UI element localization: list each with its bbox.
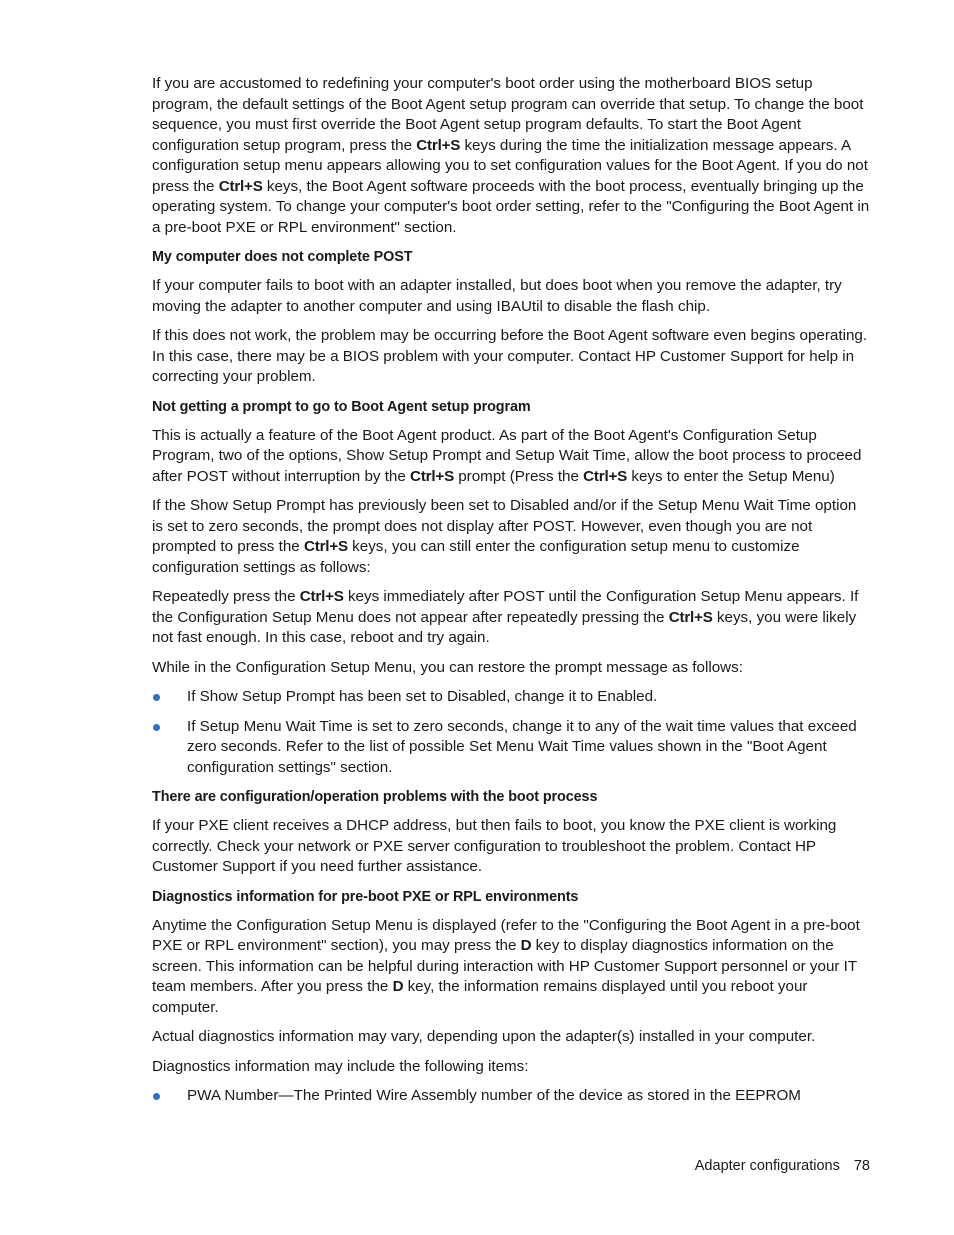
list-item: PWA Number—The Printed Wire Assembly number of the device as stored in the EEPROM (152, 1086, 870, 1107)
prompt-paragraph-1: This is actually a feature of the Boot Agent product. As part of the Boot Agent's Configuration Setup Program, two of the options, Show Setup Prompt and Setup Wait Time, allow the boot process to proceed after POST without interruption by the Ctrl+S prompt (Press the Ctrl+S keys to enter the Setup Menu) (152, 426, 862, 485)
diagnostics-paragraph-2: Actual diagnostics information may vary, depending upon the adapter(s) installed in your computer. (152, 1028, 816, 1045)
prompt-paragraph-2: If the Show Setup Prompt has previously been set to Disabled and/or if the Setup Menu Wait Time option is set to zero seconds, the prompt does not display after POST. However, even though you are not prompted to press the Ctrl+S keys, you can still enter the configuration setup menu to customize configuration settings as follows: (152, 497, 857, 576)
prompt-paragraph-4: While in the Configuration Setup Menu, you can restore the prompt message as follows: (152, 658, 743, 676)
prompt-paragraph-3: Repeatedly press the Ctrl+S keys immediately after POST until the Configuration Setup Menu appears. If the Configuration Setup Menu does not appear after repeatedly pressing the Ctrl+S keys, you were likely not fast enough. In this case, reboot and try again. (152, 588, 859, 646)
post-paragraph-2: If this does not work, the problem may be occurring before the Boot Agent software even begins operating. In this case, there may be a BIOS problem with your computer. Contact HP Customer Support for help in correcting your problem. (152, 327, 868, 385)
list-item: If Show Setup Prompt has been set to Disabled, change it to Enabled. (152, 687, 870, 708)
page-number: 78 (853, 1158, 870, 1174)
post-paragraph-1: If your computer fails to boot with an adapter installed, but does boot when you remove the adapter, try moving the adapter to another computer and using IBAUtil to disable the flash chip. (152, 277, 842, 315)
heading-diagnostics: Diagnostics information for pre-boot PXE or RPL environments (152, 888, 579, 905)
list-item: If Setup Menu Wait Time is set to zero seconds, change it to any of the wait time values that exceed zero seconds. Refer to the list of possible Set Menu Wait Time values shown in the "Boot Agent configuration settings" section. (152, 717, 870, 779)
restore-prompt-list (152, 687, 870, 778)
heading-prompt: Not getting a prompt to go to Boot Agent setup program (152, 398, 531, 415)
diagnostics-paragraph-1: Anytime the Configuration Setup Menu is displayed (refer to the "Configuring the Boot Agent in a pre-boot PXE or RPL environment" section), you may press the D key to display diagnostics information on the screen. This information can be helpful during interaction with HP Customer Support personnel or your IT team members. After you press the D key, the information remains displayed until you reboot your computer. (152, 916, 860, 1016)
intro-paragraph: If you are accustomed to redefining your computer's boot order using the motherboard BIOS setup program, the default settings of the Boot Agent setup program can override that setup. To change the boot sequence, you must first override the Boot Agent setup program defaults. To start the Boot Agent configuration setup program, press the Ctrl+S keys during the time the initialization message appears. A configuration setup menu appears allowing you to set configuration values for the Boot Agent. If you do not press the Ctrl+S keys, the Boot Agent software proceeds with the boot process, eventually bringing up the operating system. To change your computer's boot order setting, refer to the "Configuring the Boot Agent in a pre-boot PXE or RPL environment" section. (152, 75, 870, 236)
diagnostics-paragraph-3: Diagnostics information may include the following items: (152, 1057, 529, 1075)
diagnostics-list (152, 1086, 870, 1107)
boot-process-paragraph: If your PXE client receives a DHCP address, but then fails to boot, you know the PXE client is working correctly. Check your network or PXE server configuration to troubleshoot the problem. Contact HP Customer Support if you need further assistance. (152, 817, 837, 875)
bullet-icon (153, 694, 160, 701)
footer-section-title: Adapter configurations (694, 1158, 840, 1174)
bullet-icon (153, 724, 160, 731)
heading-post: My computer does not complete POST (152, 249, 413, 265)
page-body (152, 74, 870, 1116)
bullet-icon (153, 1093, 160, 1100)
heading-boot-process: There are configuration/operation problems with the boot process (152, 789, 598, 805)
page-footer (695, 1158, 870, 1174)
